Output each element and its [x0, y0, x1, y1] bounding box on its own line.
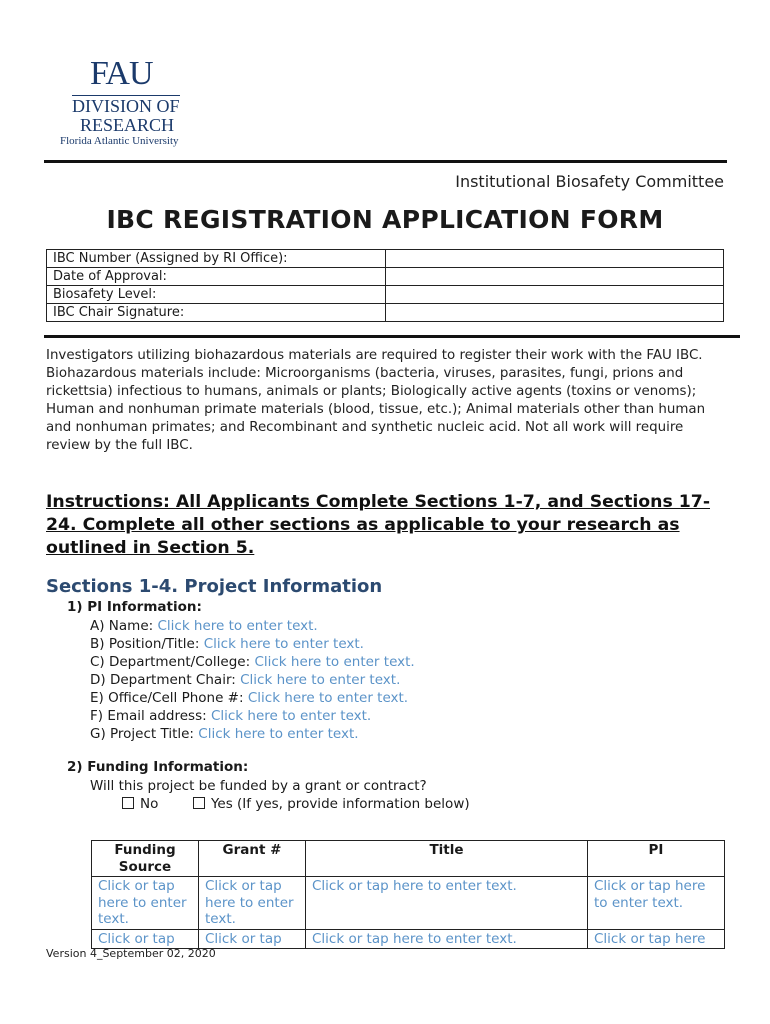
funding-options — [122, 795, 470, 813]
list-item — [90, 707, 415, 725]
grant-pi-field[interactable]: Click or tap here to enter text. — [588, 877, 725, 930]
item-label: B) Position/Title: — [90, 636, 200, 652]
intro-paragraph: Investigators utilizing biohazardous materials are required to register their work with the FAU IBC. Biohazardous materials include: Microorganisms (bacteria, viruses, parasites, fungi, prions and rickettsia) infectious to humans, animals or plants; Biologically active agents (toxins or venoms); Human and nonhuman primate materials (blood, tissue, etc.); Animal materials other than human and nonhuman primates; and Recombinant and synthetic nucleic acid. Not all work will require review by the full IBC. — [46, 348, 706, 453]
funding-source-field[interactable]: Click or tap here to enter text. — [92, 877, 199, 930]
no-checkbox[interactable] — [122, 797, 134, 809]
admin-label: Biosafety Level: — [47, 286, 386, 304]
chair-field[interactable]: Click here to enter text. — [240, 672, 401, 688]
table-row — [92, 877, 725, 930]
admin-value-field[interactable] — [386, 304, 724, 322]
funding-question: Will this project be funded by a grant or contract? — [90, 778, 427, 794]
name-field[interactable]: Click here to enter text. — [157, 618, 318, 634]
item-label: A) Name: — [90, 618, 154, 634]
list-item — [90, 671, 415, 689]
logo-underline — [72, 95, 180, 96]
admin-label: IBC Number (Assigned by RI Office): — [47, 250, 386, 268]
list-item — [90, 635, 415, 653]
phone-field[interactable]: Click here to enter text. — [247, 690, 409, 706]
admin-value-field[interactable] — [386, 268, 724, 286]
item-label: C) Department/College: — [90, 654, 251, 670]
grant-title-field[interactable]: Click or tap here to enter text. — [306, 877, 588, 930]
item-label: E) Office/Cell Phone #: — [90, 690, 244, 706]
logo-division: DIVISION OF — [72, 96, 180, 116]
version-footer: Version 4_September 02, 2020 — [46, 947, 216, 960]
position-field[interactable]: Click here to enter text. — [203, 636, 364, 652]
grant-pi-field[interactable]: Click or tap here — [588, 929, 725, 949]
email-field[interactable]: Click here to enter text. — [210, 708, 372, 724]
admin-value-field[interactable] — [386, 286, 724, 304]
admin-label: IBC Chair Signature: — [47, 304, 386, 322]
table-row — [47, 268, 724, 286]
admin-value-field[interactable] — [386, 250, 724, 268]
list-item — [90, 653, 415, 671]
table-row — [47, 250, 724, 268]
logo-wordmark: FAU — [90, 55, 153, 92]
yes-label: Yes (If yes, provide information below) — [210, 796, 470, 812]
department-field[interactable]: Click here to enter text. — [254, 654, 415, 670]
col-header: Funding Source — [92, 841, 199, 877]
section-heading: Sections 1-4. Project Information — [46, 576, 383, 597]
committee-name: Institutional Biosafety Committee — [455, 172, 724, 191]
grant-number-field[interactable]: Click or tap — [199, 929, 306, 949]
admin-table — [46, 249, 724, 322]
list-item — [90, 725, 415, 743]
col-header: Grant # — [199, 841, 306, 877]
item-label: F) Email address: — [90, 708, 207, 724]
grant-number-field[interactable]: Click or tap here to enter text. — [199, 877, 306, 930]
section-divider — [44, 335, 740, 338]
form-title: IBC REGISTRATION APPLICATION FORM — [106, 205, 664, 234]
item-label: D) Department Chair: — [90, 672, 236, 688]
logo-research: RESEARCH — [80, 115, 175, 135]
instructions-heading: Instructions: All Applicants Complete Sections 1-7, and Sections 17-24. Complete all other sections as applicable to your research as outlined in Section 5. — [46, 492, 710, 558]
table-row — [47, 304, 724, 322]
table-header-row — [92, 841, 725, 877]
pi-info-list — [90, 617, 415, 743]
list-item — [90, 617, 415, 635]
table-row — [92, 929, 725, 949]
top-divider — [44, 160, 727, 163]
admin-label: Date of Approval: — [47, 268, 386, 286]
no-label: No — [140, 796, 159, 812]
col-header: Title — [306, 841, 588, 877]
grant-title-field[interactable]: Click or tap here to enter text. — [306, 929, 588, 949]
funding-table — [91, 840, 725, 949]
table-row — [47, 286, 724, 304]
yes-checkbox[interactable] — [193, 797, 205, 809]
funding-source-field[interactable]: Click or tap — [92, 929, 199, 949]
col-header: PI — [588, 841, 725, 877]
item-label: G) Project Title: — [90, 726, 194, 742]
project-title-field[interactable]: Click here to enter text. — [198, 726, 359, 742]
pi-info-heading: 1) PI Information: — [67, 599, 202, 615]
funding-heading: 2) Funding Information: — [67, 759, 249, 775]
logo-university: Florida Atlantic University — [60, 135, 179, 147]
list-item — [90, 689, 415, 707]
